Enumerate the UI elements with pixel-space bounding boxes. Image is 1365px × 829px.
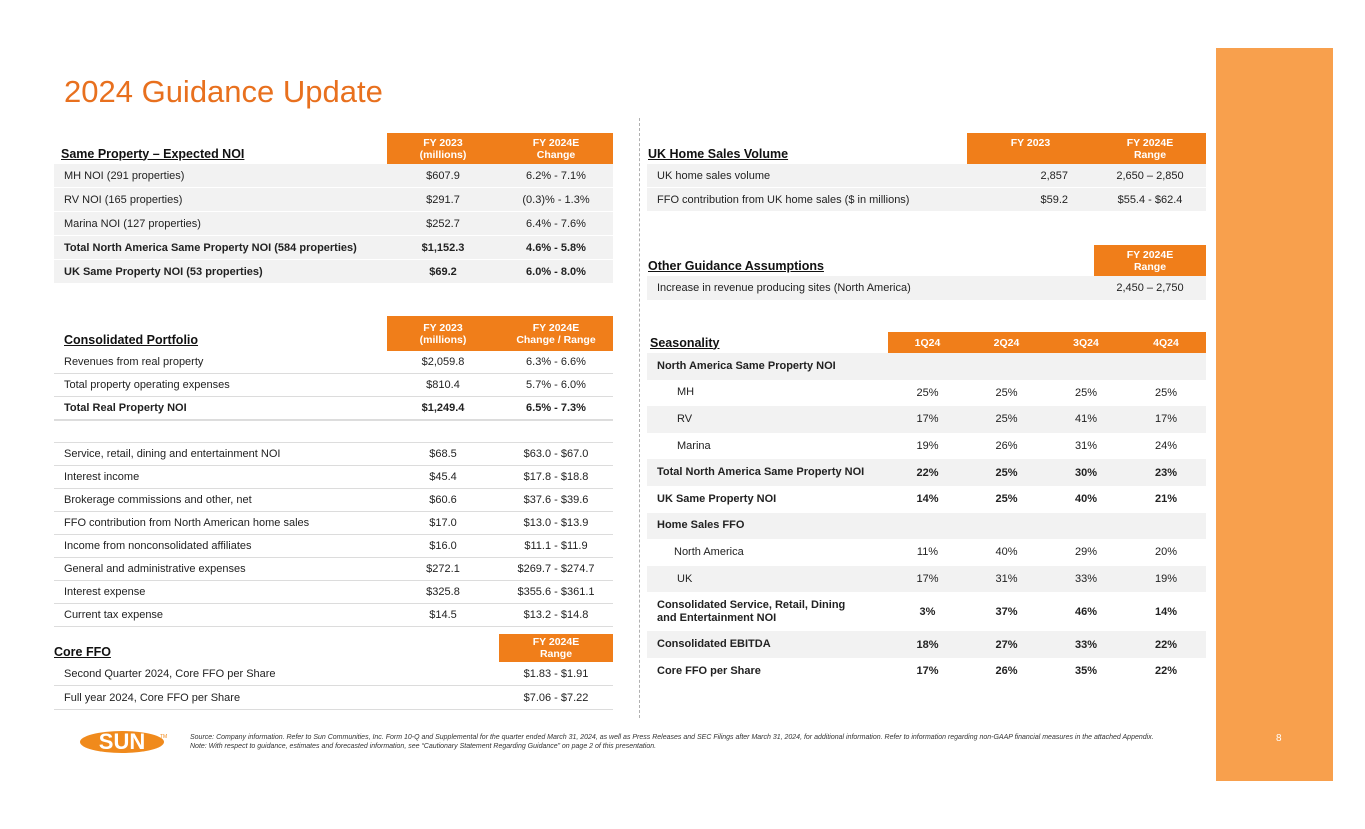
row-label: Revenues from real property <box>64 356 204 368</box>
row-label-text: Marina <box>677 439 711 452</box>
column-divider <box>639 118 640 718</box>
source-note: Source: Company information. Refer to Sun Communities, Inc. Form 10-Q and Supplemental for the quarter ended March 31, 2024, as well as Press Releases and SEC Filings after March 31, 2024, for additional information. Refer to information regarding non-GAAP financial measures in the attached Appendix. <box>190 734 1154 741</box>
row-label: Interest expense <box>64 586 146 598</box>
table-row <box>647 406 1206 433</box>
seasonality-col-1q24: 1Q24 <box>888 332 967 353</box>
table-row <box>647 380 1206 407</box>
row-value-3q24: 41% <box>1074 413 1098 426</box>
row-value-fy2023: $69.2 <box>429 265 457 278</box>
table-row <box>54 489 613 512</box>
row-value-2q24: 26% <box>995 440 1018 453</box>
row-label-text: MH <box>677 386 695 399</box>
table-row <box>647 566 1206 593</box>
seasonality-col-3q24: 3Q24 <box>1046 332 1126 353</box>
same-property-col1-header: FY 2023 (millions) <box>387 133 499 164</box>
row-label <box>647 573 888 586</box>
table-row <box>54 164 613 188</box>
core-ffo-heading: Core FFO <box>54 645 111 659</box>
row-value-fy2023: $291.7 <box>426 193 460 206</box>
row-label: Interest income <box>64 471 140 483</box>
row-value-fy2024e: 6.0% - 8.0% <box>526 265 586 278</box>
row-value-range: $7.06 - $7.22 <box>523 691 589 704</box>
uk-sales-heading: UK Home Sales Volume <box>648 146 789 161</box>
row-label: Total property operating expenses <box>64 379 230 391</box>
guidance-note: Note: With respect to guidance, estimates and forecasted information, see “Cautionary Statement Regarding Guidance” on page 2 of this presentation. <box>190 743 657 750</box>
row-value-3q24: 25% <box>1074 386 1098 399</box>
row-value-fy2024e: 5.7% - 6.0% <box>526 379 586 391</box>
row-value-2q24: 40% <box>995 546 1018 559</box>
row-label: UK home sales volume <box>657 169 771 182</box>
row-label: FFO contribution from North American home sales <box>64 517 310 529</box>
row-label-text: UK Same Property NOI <box>657 492 777 505</box>
row-value-fy2024e: 4.6% - 5.8% <box>526 241 586 254</box>
row-label <box>647 665 888 678</box>
row-value-fy2023: $14.5 <box>429 609 457 621</box>
row-value-fy2024e: 6.3% - 6.6% <box>526 356 586 368</box>
row-value-fy2024e: $269.7 - $274.7 <box>517 563 595 575</box>
row-value-range: $1.83 - $1.91 <box>523 667 589 680</box>
row-value-3q24: 35% <box>1074 665 1098 678</box>
row-label <box>647 519 888 532</box>
row-label <box>647 360 888 373</box>
row-label: Increase in revenue producing sites (North America) <box>657 282 911 294</box>
sun-logo <box>80 728 170 761</box>
table-row <box>54 397 613 420</box>
row-value-fy2023: $17.0 <box>429 517 457 529</box>
other-guidance-table <box>647 245 1206 300</box>
row-value-fy2023: $68.5 <box>429 448 457 460</box>
row-value-fy2023: $45.4 <box>429 471 457 483</box>
row-value-3q24: 33% <box>1074 573 1098 586</box>
table-row <box>647 592 1206 631</box>
table-row <box>647 658 1206 685</box>
consolidated-col2-header: FY 2024E Change / Range <box>499 316 613 351</box>
row-value-2q24: 25% <box>995 466 1018 479</box>
table-row <box>647 353 1206 380</box>
page-title: 2024 Guidance Update <box>64 74 383 109</box>
core-ffo-col-header: FY 2024E Range <box>499 634 613 662</box>
table-row <box>647 459 1206 486</box>
seasonality-col-4q24: 4Q24 <box>1126 332 1206 353</box>
table-row <box>647 631 1206 658</box>
row-value-4q24: 20% <box>1154 546 1178 559</box>
footnote <box>190 733 1200 751</box>
table-row <box>54 188 613 212</box>
row-label <box>647 599 888 625</box>
table-row <box>54 236 613 260</box>
row-value-fy2023: $59.2 <box>1040 193 1068 206</box>
row-label-text: Consolidated EBITDA <box>657 638 771 651</box>
row-value-4q24: 17% <box>1154 413 1178 426</box>
table-row <box>647 276 1206 300</box>
row-label: Service, retail, dining and entertainment NOI <box>64 448 281 460</box>
row-label <box>647 386 888 399</box>
row-label: Marina NOI (127 properties) <box>64 217 201 230</box>
uk-sales-col2-header: FY 2024E Range <box>1094 133 1206 164</box>
row-value-fy2023: $810.4 <box>426 379 460 391</box>
row-label <box>647 440 888 453</box>
table-row <box>54 604 613 627</box>
table-row <box>647 188 1206 212</box>
table-row <box>54 260 613 284</box>
row-value-fy2023: $1,152.3 <box>421 241 465 254</box>
seasonality-col-2q24: 2Q24 <box>967 332 1046 353</box>
logo-trademark: TM <box>160 734 168 740</box>
row-label-text-2: and Entertainment NOI <box>657 611 777 624</box>
table-row <box>54 466 613 489</box>
row-value-range: 2,650 – 2,850 <box>1116 169 1184 182</box>
row-value-2q24: 31% <box>995 573 1018 586</box>
row-value-fy2024e: $13.0 - $13.9 <box>523 517 589 529</box>
row-value-1q24: 14% <box>916 493 939 506</box>
row-value-3q24: 29% <box>1074 546 1098 559</box>
row-value-1q24: 3% <box>919 605 936 618</box>
row-label: MH NOI (291 properties) <box>64 169 185 182</box>
row-value-2q24: 37% <box>995 605 1018 618</box>
row-value-1q24: 11% <box>916 546 939 559</box>
row-value-4q24: 25% <box>1154 386 1178 399</box>
seasonality-heading: Seasonality <box>650 335 720 350</box>
row-label: UK Same Property NOI (53 properties) <box>64 265 263 278</box>
table-spacer <box>54 420 613 443</box>
consolidated-col1-header: FY 2023 (millions) <box>387 316 499 351</box>
row-value-fy2023: $2,059.8 <box>421 356 465 368</box>
row-label <box>647 466 888 479</box>
table-row <box>54 212 613 236</box>
row-value-4q24: 24% <box>1154 440 1178 453</box>
row-label: Income from nonconsolidated affiliates <box>64 540 252 552</box>
table-row <box>647 433 1206 460</box>
row-value-3q24: 46% <box>1074 605 1098 618</box>
row-value-fy2024e: $11.1 - $11.9 <box>524 540 588 552</box>
same-property-heading: Same Property – Expected NOI <box>61 146 245 161</box>
row-value-fy2023: $607.9 <box>426 169 460 182</box>
row-value-2q24: 25% <box>995 386 1018 399</box>
consolidated-heading: Consolidated Portfolio <box>64 332 199 347</box>
uk-sales-col1-header: FY 2023 <box>967 133 1094 164</box>
row-value-range: $55.4 - $62.4 <box>1117 193 1183 206</box>
row-label <box>647 546 888 559</box>
row-value-fy2023: $60.6 <box>429 494 457 506</box>
seasonality-table <box>647 332 1206 685</box>
other-guidance-heading: Other Guidance Assumptions <box>648 258 824 273</box>
row-label: Total Real Property NOI <box>64 402 187 414</box>
row-value-2q24: 27% <box>995 638 1018 651</box>
row-label: Brokerage commissions and other, net <box>64 494 252 506</box>
row-value-4q24: 23% <box>1154 466 1178 479</box>
table-row <box>54 686 613 710</box>
core-ffo-table <box>54 634 613 710</box>
consolidated-portfolio-table <box>54 316 613 627</box>
row-value-fy2023: $272.1 <box>426 563 460 575</box>
row-value-fy2024e: $13.2 - $14.8 <box>523 609 589 621</box>
table-row <box>54 535 613 558</box>
row-label-text: RV <box>677 412 693 425</box>
row-value-fy2023: 2,857 <box>1040 169 1068 182</box>
uk-home-sales-table <box>647 133 1206 212</box>
table-row <box>54 581 613 604</box>
row-value-3q24: 40% <box>1074 493 1098 506</box>
row-label <box>647 493 888 506</box>
row-label-text: Consolidated Service, Retail, Dining <box>657 598 846 611</box>
row-label: Total North America Same Property NOI (584 properties) <box>64 241 357 254</box>
table-row <box>647 513 1206 540</box>
row-value-fy2024e: 6.4% - 7.6% <box>526 217 586 230</box>
same-property-col2-header: FY 2024E Change <box>499 133 613 164</box>
row-value-fy2024e: 6.2% - 7.1% <box>526 169 586 182</box>
row-label: Second Quarter 2024, Core FFO per Share <box>64 667 276 680</box>
row-label: FFO contribution from UK home sales ($ in millions) <box>657 193 910 206</box>
row-label-text: Home Sales FFO <box>657 519 745 532</box>
table-row <box>54 351 613 374</box>
row-label-text: North America <box>674 545 744 558</box>
other-guidance-col-header: FY 2024E Range <box>1094 245 1206 276</box>
row-value-1q24: 22% <box>916 466 939 479</box>
row-value-fy2024e: $63.0 - $67.0 <box>523 448 589 460</box>
row-label: Full year 2024, Core FFO per Share <box>64 691 241 704</box>
same-property-table <box>54 133 613 284</box>
row-value-fy2024e: $355.6 - $361.1 <box>517 586 595 598</box>
row-value-4q24: 14% <box>1154 605 1178 618</box>
row-value-1q24: 19% <box>916 440 939 453</box>
row-label-text: Core FFO per Share <box>657 664 761 677</box>
row-label: General and administrative expenses <box>64 563 246 575</box>
table-row <box>54 662 613 686</box>
row-label <box>647 638 888 651</box>
table-row <box>647 164 1206 188</box>
row-label: Current tax expense <box>64 609 164 621</box>
row-value-4q24: 22% <box>1154 638 1178 651</box>
row-label-text: Total North America Same Property NOI <box>657 466 865 479</box>
row-value-4q24: 22% <box>1154 665 1178 678</box>
row-value-2q24: 25% <box>995 413 1018 426</box>
row-value-1q24: 17% <box>916 573 939 586</box>
table-row <box>54 512 613 535</box>
row-label: RV NOI (165 properties) <box>64 193 183 206</box>
row-value-4q24: 19% <box>1154 573 1178 586</box>
row-value-fy2023: $325.8 <box>426 586 460 598</box>
row-value-1q24: 17% <box>916 665 939 678</box>
table-row <box>54 374 613 397</box>
logo-text: SUN <box>98 729 146 754</box>
row-label-text: UK <box>677 572 693 585</box>
table-row <box>647 539 1206 566</box>
row-value-fy2024e: $17.8 - $18.8 <box>523 471 589 483</box>
row-value-fy2024e: 6.5% - 7.3% <box>526 402 586 414</box>
row-value-1q24: 25% <box>916 386 939 399</box>
row-value-3q24: 33% <box>1074 638 1098 651</box>
row-label <box>647 413 888 426</box>
row-value-fy2024e: (0.3)% - 1.3% <box>522 193 590 206</box>
row-label-text: North America Same Property NOI <box>657 359 836 372</box>
side-accent-bar <box>1216 48 1333 781</box>
row-value-2q24: 26% <box>995 665 1018 678</box>
row-value-2q24: 25% <box>995 493 1018 506</box>
row-value-fy2024e: $37.6 - $39.6 <box>523 494 589 506</box>
row-value-fy2023: $16.0 <box>429 540 457 552</box>
row-value-3q24: 31% <box>1074 440 1098 453</box>
table-row <box>54 558 613 581</box>
row-value-1q24: 18% <box>916 638 939 651</box>
table-row <box>647 486 1206 513</box>
row-value-3q24: 30% <box>1074 466 1098 479</box>
page-number: 8 <box>1276 733 1282 744</box>
row-value-range: 2,450 – 2,750 <box>1116 282 1184 294</box>
row-value-fy2023: $252.7 <box>426 217 460 230</box>
row-value-4q24: 21% <box>1154 493 1178 506</box>
row-value-fy2023: $1,249.4 <box>421 402 465 414</box>
table-row <box>54 443 613 466</box>
row-value-1q24: 17% <box>916 413 939 426</box>
